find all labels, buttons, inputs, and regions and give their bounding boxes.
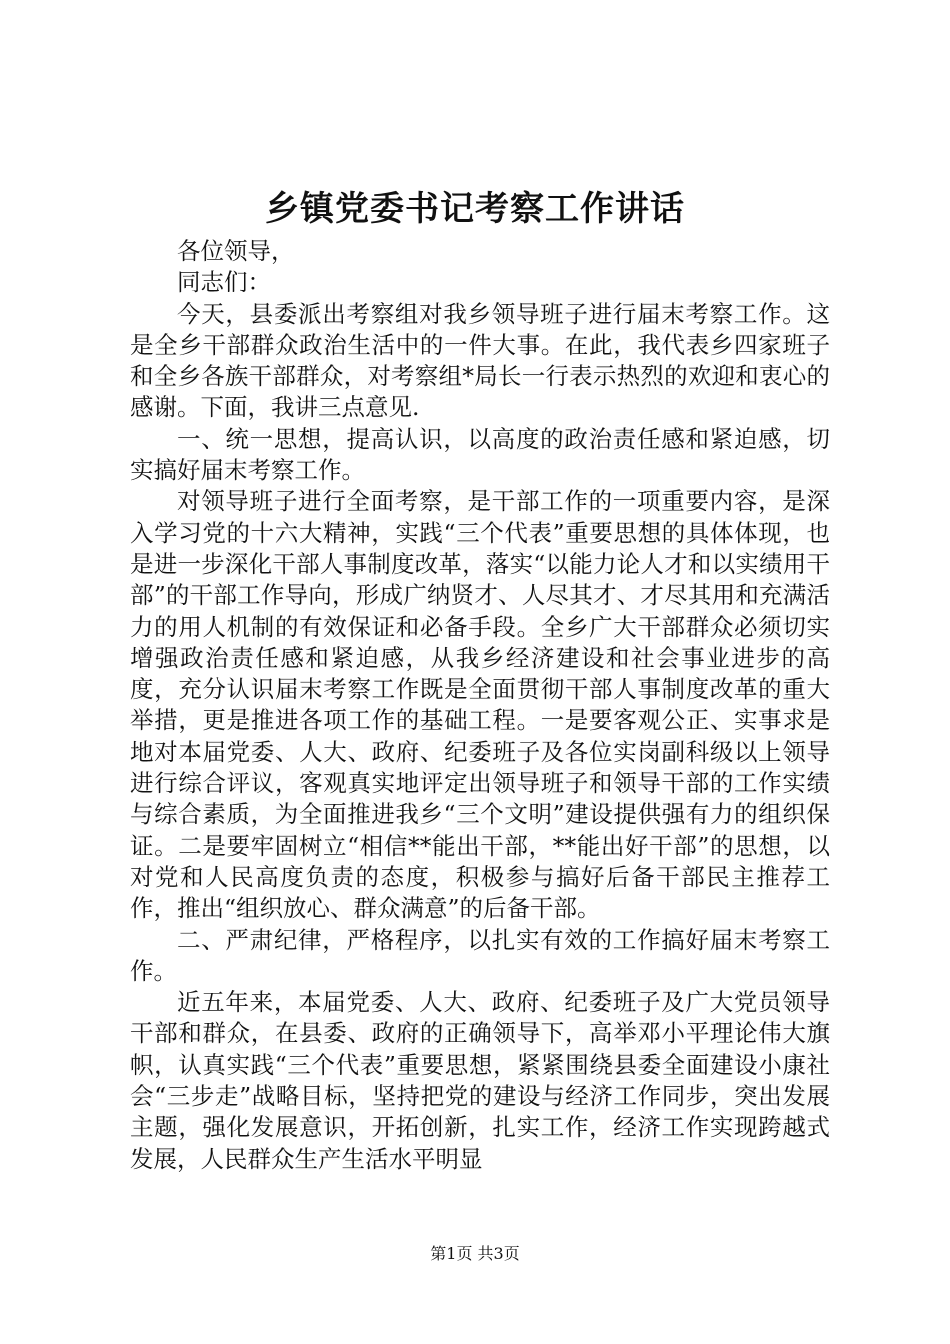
- paragraph-section-1: 对领导班子进行全面考察，是干部工作的一项重要内容，是深入学习党的十六大精神，实践“三个代表”重要思想的具体体现，也是进一步深化干部人事制度改革，落实“以能力论人才和以实绩用干部”的干部工作导向，形成广纳贤才、人尽其才、才尽其用和充满活力的用人机制的有效保证和必备手段。全乡广大干部群众必须切实增强政治责任感和紧迫感，从我乡经济建设和社会事业进步的高度，充分认识届末考察工作既是全面贯彻干部人事制度改革的重大举措，更是推进各项工作的基础工程。一是要客观公正、实事求是地对本届党委、人大、政府、纪委班子及各位实岗副科级以上领导进行综合评议，客观真实地评定出领导班子和领导干部的工作实绩与综合素质，为全面推进我乡“三个文明”建设提供强有力的组织保证。二是要牢固树立“相信**能出干部，**能出好干部”的思想，以对党和人民高度负责的态度，积极参与搞好后备干部民主推荐工作，推出“组织放心、群众满意”的后备干部。: [130, 487, 830, 923]
- paragraph-section-2: 近五年来，本届党委、人大、政府、纪委班子及广大党员领导干部和群众，在县委、政府的正确领导下，高举邓小平理论伟大旗帜，认真实践“三个代表”重要思想，紧紧围绕县委全面建设小康社会“三步走”战略目标，坚持把党的建设与经济工作同步，突出发展主题，强化发展意识，开拓创新，扎实工作，经济工作实现跨越式发展，人民群众生产生活水平明显: [130, 988, 830, 1173]
- document-body: [130, 236, 830, 1175]
- salutation-leaders: 各位领导，: [177, 237, 295, 265]
- section-heading-2: 二、严肃纪律，严格程序，以扎实有效的工作搞好届末考察工作。: [130, 925, 830, 985]
- page-number-footer: 第1页 共3页: [430, 1244, 520, 1263]
- section-heading-1: 一、统一思想，提高认识，以高度的政治责任感和紧迫感，切实搞好届末考察工作。: [130, 424, 830, 485]
- salutation-comrades: 同志们：: [177, 268, 271, 297]
- document-title: 乡镇党委书记考察工作讲话: [265, 189, 685, 229]
- paragraph-intro: 今天，县委派出考察组对我乡领导班子进行届末考察工作。这是全乡干部群众政治生活中的一件大事。在此，我代表乡四家班子和全乡各族干部群众，对考察组*局长一行表示热烈的欢迎和衷心的感谢。下面，我讲三点意见.: [130, 299, 830, 422]
